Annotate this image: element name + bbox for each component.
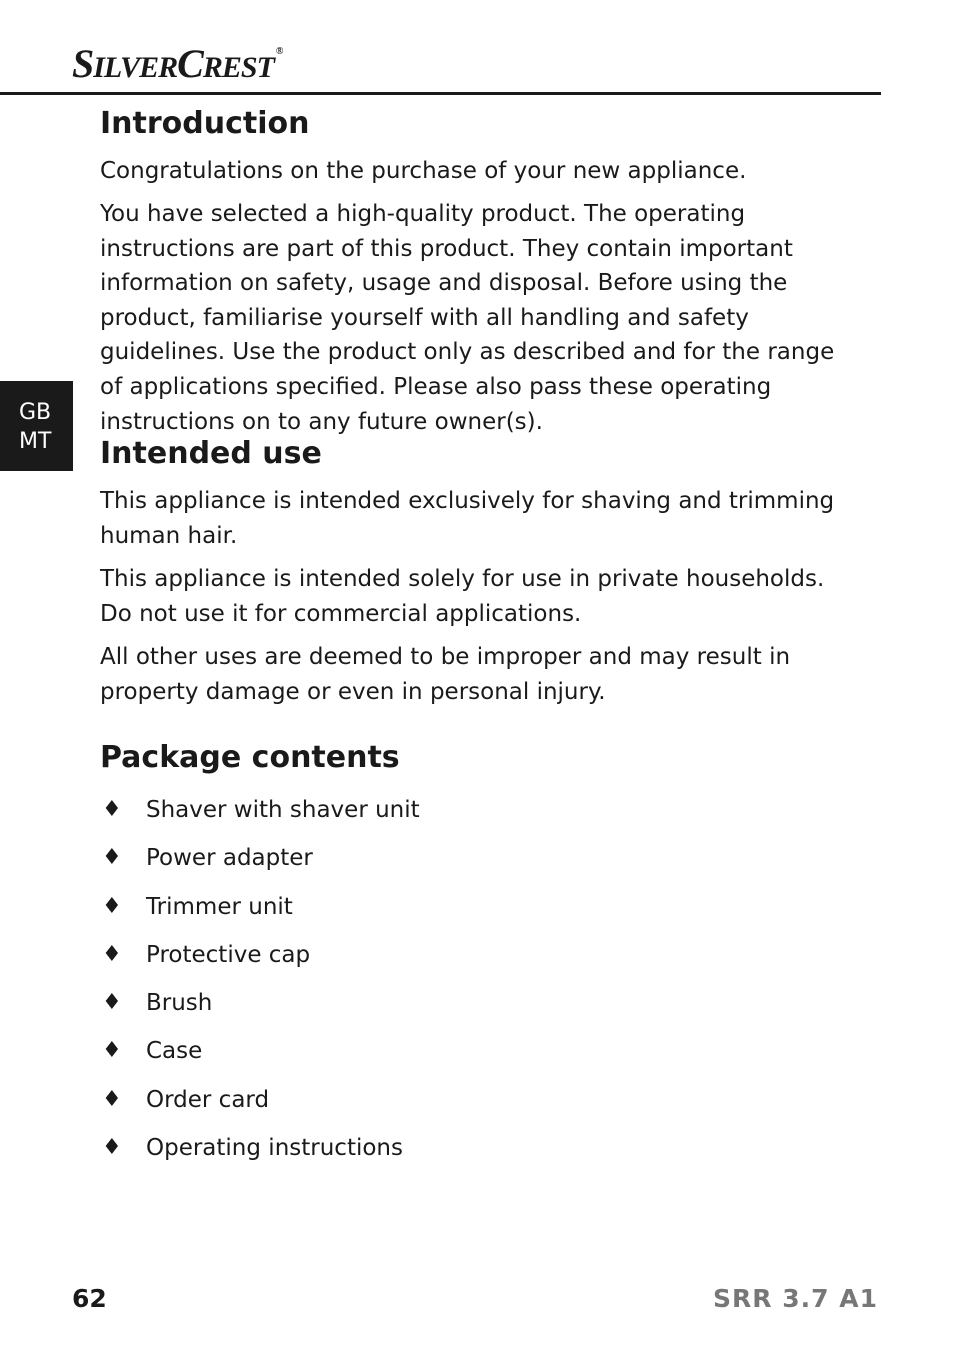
list-item-text: Order card [146, 1086, 270, 1113]
model-number: SRR 3.7 A1 [713, 1284, 878, 1313]
intended-use-paragraph-3: All other uses are deemed to be improper and may result in property damage or even in personal injury. [100, 644, 791, 705]
language-tab [0, 381, 73, 471]
logo-text-c: C [177, 41, 203, 86]
list-item-text: Protective cap [146, 941, 311, 968]
diamond-bullet-icon: ♦ [102, 1135, 122, 1161]
list-item-text: Power adapter [146, 845, 313, 872]
list-item-text: Operating instructions [146, 1135, 403, 1162]
package-contents-heading: Package contents [100, 740, 400, 775]
intended-use-paragraph-2 [100, 562, 860, 631]
diamond-bullet-icon: ♦ [102, 797, 122, 822]
introduction-paragraph-1: Congratulations on the purchase of your new appliance. [100, 158, 747, 184]
language-tab-gb: GB [19, 400, 52, 425]
introduction-heading: Introduction [100, 106, 310, 141]
intended-use-paragraph-2-line-2: Do not use it for commercial applications. [100, 600, 582, 627]
logo-text-ilver: ILVER [93, 51, 178, 84]
page-number: 62 [72, 1284, 107, 1313]
diamond-bullet-icon: ♦ [102, 845, 122, 871]
intended-use-heading: Intended use [100, 436, 322, 471]
diamond-bullet-icon: ♦ [102, 1038, 122, 1064]
diamond-bullet-icon: ♦ [102, 893, 122, 919]
list-item-text: Case [146, 1038, 203, 1065]
language-tab-mt: MT [19, 429, 52, 454]
list-item-text: Brush [146, 990, 213, 1017]
intended-use-paragraph-1: This appliance is intended exclusively for shaving and trimming human hair. [100, 488, 835, 549]
logo-text-rest: REST [202, 51, 274, 84]
registered-mark: ® [275, 46, 283, 57]
silvercrest-logo [72, 40, 282, 87]
list-item-text: Trimmer unit [146, 893, 293, 920]
diamond-bullet-icon: ♦ [102, 941, 122, 967]
diamond-bullet-icon: ♦ [102, 1086, 122, 1112]
intended-use-paragraph-2-line-1: This appliance is intended solely for use in private households. [100, 566, 825, 592]
header-divider [0, 92, 881, 95]
introduction-paragraph-2: You have selected a high-quality product. The operating instructions are part of this product. They contain important information on safety, usage and disposal. Before using the product, familiarise yourself with all handling and safety guidelines. Use the product only as described and for the range of applications specified. Please also pass these operating instructions on to any future owner(s). [100, 201, 835, 435]
diamond-bullet-icon: ♦ [102, 990, 122, 1016]
list-item-text: Shaver with shaver unit [146, 797, 420, 823]
logo-text-s: S [72, 41, 94, 86]
